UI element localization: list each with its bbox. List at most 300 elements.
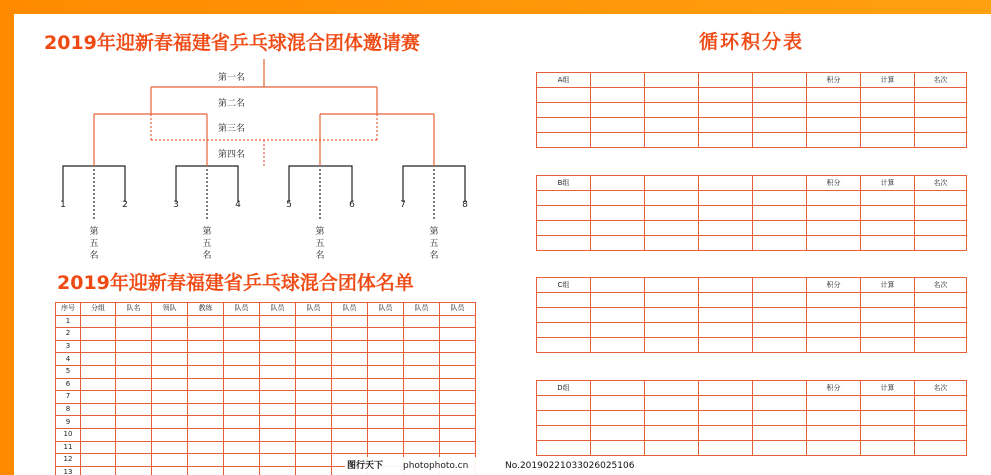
group-cell [807,293,861,308]
fifth-place-label-2: 名 [202,251,212,261]
roster-cell [260,365,296,378]
group-cell [699,278,753,293]
roster-cell [116,391,152,404]
roster-cell [440,416,476,429]
group-cell [807,103,861,118]
roster-header-cell: 队员 [260,303,296,316]
group-cell [861,236,915,251]
roster-cell [368,328,404,341]
roster-cell [224,403,260,416]
roster-row [56,340,476,353]
roster-header-cell: 队员 [296,303,332,316]
group-cell [915,103,967,118]
group-row [537,338,967,353]
group-cell [915,338,967,353]
player-number-7: 7 [400,200,406,210]
roster-cell [260,328,296,341]
roster-cell [224,441,260,454]
group-cell [699,293,753,308]
group-cell [699,221,753,236]
group-cell [861,441,915,456]
group-cell [537,191,591,206]
roster-cell [152,391,188,404]
roster-cell [224,353,260,366]
roster-cell [440,353,476,366]
points-header: 积分 [807,381,861,396]
group-cell [645,103,699,118]
group-cell [645,133,699,148]
group-cell [699,381,753,396]
group-row [537,426,967,441]
roster-cell [224,466,260,475]
calc-header: 计算 [861,176,915,191]
roster-cell [260,378,296,391]
roster-cell [332,403,368,416]
group-cell [699,73,753,88]
watermark-domain: photophoto.cn [403,461,469,471]
roster-header-cell: 领队 [152,303,188,316]
group-cell [591,103,645,118]
roster-cell [404,441,440,454]
group-cell [699,441,753,456]
group-cell [861,396,915,411]
roster-cell [152,340,188,353]
player-number-3: 3 [173,200,179,210]
place-label-1: 第一名 [217,73,245,83]
player-number-1: 1 [60,200,66,210]
roster-cell [152,315,188,328]
fifth-place-label-1: 名 [89,251,99,261]
group-cell [645,381,699,396]
group-cell [591,236,645,251]
group-cell [591,118,645,133]
roster-cell [368,441,404,454]
group-cell [645,396,699,411]
group-cell [537,118,591,133]
group-cell [699,191,753,206]
group-cell [807,338,861,353]
group-row [537,133,967,148]
group-cell [753,176,807,191]
group-cell [645,118,699,133]
group-cell [537,293,591,308]
roster-cell [368,340,404,353]
group-cell [861,118,915,133]
roster-cell [332,416,368,429]
group-cell [645,338,699,353]
roster-cell [188,378,224,391]
roster-cell [296,441,332,454]
points-header: 积分 [807,176,861,191]
roster-cell [332,353,368,366]
roster-cell [224,416,260,429]
roster-cell [440,378,476,391]
roster-cell [81,315,116,328]
roster-header-cell: 队名 [116,303,152,316]
roster-row-number: 5 [56,365,81,378]
group-cell [753,426,807,441]
group-cell [753,236,807,251]
group-cell [753,441,807,456]
group-row [537,411,967,426]
group-cell [753,88,807,103]
group-cell [861,206,915,221]
group-cell [861,293,915,308]
roster-cell [152,428,188,441]
roster-cell [296,466,332,475]
group-cell [753,323,807,338]
group-cell [807,411,861,426]
fifth-place-label-1: 第 [89,227,99,237]
watermark-number: No.20190221033026025106 [505,461,635,471]
group-cell [807,441,861,456]
group-cell [861,323,915,338]
roster-cell [81,403,116,416]
roster-header-row [56,303,476,316]
group-cell [861,103,915,118]
group-cell [753,411,807,426]
roster-cell [332,328,368,341]
roster-cell [188,328,224,341]
roster-cell [188,403,224,416]
roster-cell [332,365,368,378]
roster-cell [224,365,260,378]
poster-sheet [14,14,991,475]
roster-header-cell: 分组 [81,303,116,316]
roster-cell [368,315,404,328]
group-cell [807,206,861,221]
group-cell [591,221,645,236]
roster-cell [224,315,260,328]
group-cell [807,118,861,133]
roster-header-cell: 教练 [188,303,224,316]
group-cell [807,88,861,103]
roster-cell [152,378,188,391]
group-cell [915,323,967,338]
roster-cell [81,378,116,391]
roster-cell [368,391,404,404]
roster-cell [81,353,116,366]
roster-cell [332,378,368,391]
roster-row [56,378,476,391]
rank-header: 名次 [915,176,967,191]
group-cell [645,293,699,308]
fifth-place-label-3: 五 [315,239,325,249]
group-name: C组 [537,278,591,293]
roster-header-cell: 队员 [440,303,476,316]
roster-cell [188,466,224,475]
roster-row [56,403,476,416]
group-cell [753,278,807,293]
group-b-table [536,175,967,251]
fifth-place-label-4: 第 [429,227,439,237]
group-cell [591,133,645,148]
roster-cell [404,328,440,341]
group-row [537,308,967,323]
group-name: A组 [537,73,591,88]
group-cell [537,338,591,353]
roster-header-cell: 队员 [332,303,368,316]
group-cell [699,338,753,353]
group-cell [753,338,807,353]
group-row [537,441,967,456]
roster-cell [296,340,332,353]
group-cell [861,88,915,103]
group-cell [537,411,591,426]
group-cell [591,396,645,411]
group-header-row [537,381,967,396]
group-cell [753,206,807,221]
group-cell [645,221,699,236]
roster-cell [260,428,296,441]
group-cell [645,323,699,338]
group-cell [537,426,591,441]
roster-row-number: 2 [56,328,81,341]
roster-row-number: 9 [56,416,81,429]
group-cell [699,426,753,441]
roster-cell [260,403,296,416]
roster-header-cell: 队员 [224,303,260,316]
group-row [537,236,967,251]
roster-row [56,315,476,328]
roster-cell [440,315,476,328]
group-cell [645,88,699,103]
roster-cell [440,441,476,454]
roster-row-number: 4 [56,353,81,366]
roster-row [56,428,476,441]
roster-title: 2019年迎新春福建省乒乓球混合团体名单 [57,272,414,294]
group-cell [915,88,967,103]
roster-cell [188,454,224,467]
roster-cell [188,315,224,328]
roster-cell [332,315,368,328]
roster-row [56,353,476,366]
group-cell [645,426,699,441]
roster-cell [152,328,188,341]
roster-cell [440,365,476,378]
roster-cell [368,378,404,391]
roster-cell [116,416,152,429]
roster-cell [224,391,260,404]
roster-cell [81,441,116,454]
roster-cell [332,340,368,353]
group-d-table [536,380,967,456]
roster-cell [81,428,116,441]
group-cell [537,133,591,148]
group-cell [537,88,591,103]
roster-cell [116,315,152,328]
roster-cell [332,428,368,441]
group-cell [699,88,753,103]
group-row [537,293,967,308]
roster-header-cell: 序号 [56,303,81,316]
fifth-place-label-3: 第 [315,227,325,237]
group-cell [591,308,645,323]
roster-cell [116,441,152,454]
group-name: B组 [537,176,591,191]
group-row [537,88,967,103]
roster-cell [188,365,224,378]
rank-header: 名次 [915,278,967,293]
group-cell [753,221,807,236]
roster-cell [404,378,440,391]
roster-cell [260,454,296,467]
group-row [537,103,967,118]
group-header-row [537,176,967,191]
group-cell [591,426,645,441]
group-cell [807,308,861,323]
roster-row-number: 13 [56,466,81,475]
group-cell [915,441,967,456]
roster-cell [440,328,476,341]
roster-cell [260,391,296,404]
calc-header: 计算 [861,278,915,293]
group-cell [537,221,591,236]
roster-cell [296,315,332,328]
calc-header: 计算 [861,381,915,396]
group-cell [699,308,753,323]
roster-row-number: 3 [56,340,81,353]
roster-cell [116,328,152,341]
roster-cell [260,340,296,353]
roster-cell [440,340,476,353]
group-cell [591,278,645,293]
group-cell [753,103,807,118]
group-row [537,396,967,411]
roster-cell [152,365,188,378]
roster-cell [224,378,260,391]
group-cell [537,396,591,411]
roster-cell [404,416,440,429]
roster-cell [368,416,404,429]
group-cell [807,396,861,411]
group-row [537,118,967,133]
group-cell [807,323,861,338]
roster-cell [440,428,476,441]
group-cell [915,293,967,308]
roster-cell [116,365,152,378]
roster-cell [152,466,188,475]
roster-cell [116,428,152,441]
roster-row-number: 12 [56,454,81,467]
roster-cell [188,416,224,429]
roster-row-number: 7 [56,391,81,404]
group-cell [753,133,807,148]
roster-cell [296,403,332,416]
group-cell [591,441,645,456]
player-number-6: 6 [349,200,355,210]
roster-cell [224,428,260,441]
group-cell [753,308,807,323]
group-cell [645,206,699,221]
group-cell [807,191,861,206]
group-cell [861,426,915,441]
group-cell [645,308,699,323]
roster-cell [260,353,296,366]
group-cell [591,176,645,191]
roster-cell [368,403,404,416]
roster-cell [404,428,440,441]
group-row [537,206,967,221]
roster-row-number: 8 [56,403,81,416]
roster-cell [116,340,152,353]
group-header-row [537,73,967,88]
group-cell [645,176,699,191]
group-cell [915,133,967,148]
roster-cell [81,454,116,467]
group-c-table [536,277,967,353]
roster-header-cell: 队员 [404,303,440,316]
roster-cell [81,391,116,404]
fifth-place-label-3: 名 [315,251,325,261]
roster-cell [296,353,332,366]
player-number-4: 4 [235,200,241,210]
place-label-2: 第二名 [217,99,245,109]
group-cell [537,308,591,323]
group-cell [915,426,967,441]
group-cell [753,396,807,411]
roster-cell [260,416,296,429]
roster-cell [116,353,152,366]
group-name: D组 [537,381,591,396]
roster-cell [152,454,188,467]
group-row [537,221,967,236]
match-bracket-3 [289,166,352,202]
group-cell [645,441,699,456]
roster-cell [188,391,224,404]
roster-cell [152,353,188,366]
group-cell [699,206,753,221]
roster-cell [81,340,116,353]
group-cell [753,191,807,206]
roster-cell [116,466,152,475]
group-cell [753,381,807,396]
group-cell [861,133,915,148]
group-cell [591,293,645,308]
roster-cell [188,340,224,353]
group-cell [915,118,967,133]
group-cell [915,221,967,236]
invitational-title: 2019年迎新春福建省乒乓球混合团体邀请赛 [44,32,420,54]
group-cell [753,73,807,88]
fifth-place-label-4: 五 [429,239,439,249]
roster-cell [332,391,368,404]
points-header: 积分 [807,73,861,88]
roster-cell [152,416,188,429]
fifth-place-label-4: 名 [429,251,439,261]
roster-cell [188,428,224,441]
roster-row [56,365,476,378]
group-a-table [536,72,967,148]
roster-row-number: 10 [56,428,81,441]
place-label-3: 第三名 [217,124,245,134]
roster-cell [116,454,152,467]
roster-cell [116,403,152,416]
group-cell [699,133,753,148]
roster-row-number: 11 [56,441,81,454]
group-cell [915,191,967,206]
group-cell [753,118,807,133]
group-cell [699,411,753,426]
group-cell [861,338,915,353]
group-cell [861,308,915,323]
group-cell [591,206,645,221]
roster-cell [368,428,404,441]
fifth-place-label-2: 第 [202,227,212,237]
group-cell [915,308,967,323]
roster-cell [404,353,440,366]
roster-cell [404,315,440,328]
